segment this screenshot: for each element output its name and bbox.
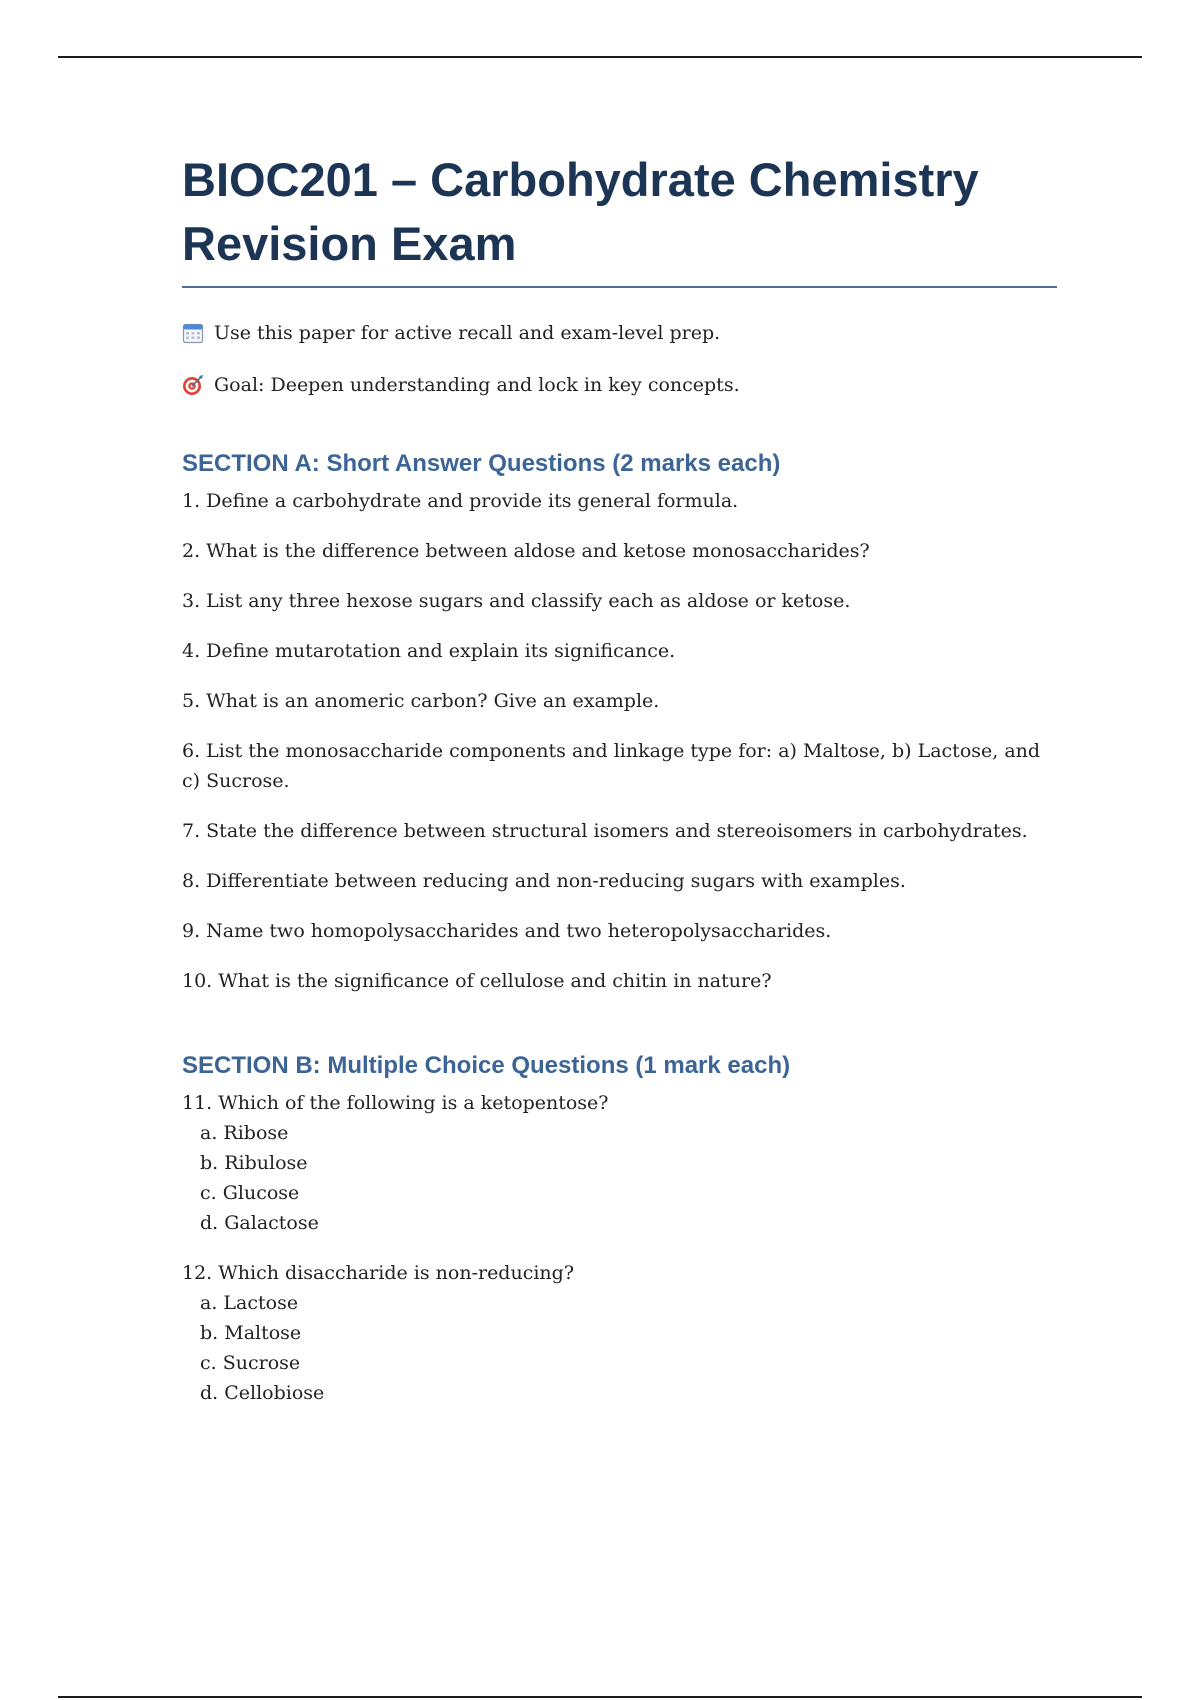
section-b-heading: SECTION B: Multiple Choice Questions (1 mark each) [182,1052,791,1079]
question-10: 10. What is the significance of cellulose and chitin in nature? [182,970,772,992]
mcq-option: b. Maltose [200,1322,302,1344]
target-icon [182,374,204,396]
note-recall [182,322,1057,344]
section-a-questions [182,486,1057,996]
question-1: 1. Define a carbohydrate and provide its general formula. [182,490,739,512]
note-goal [182,374,1057,396]
question-7: 7. State the difference between structural isomers and stereoisomers in carbohydrates. [182,820,1028,842]
document-body [182,148,1057,1408]
top-rule [58,56,1142,58]
note-recall-text: Use this paper for active recall and exam-level prep. [214,322,721,344]
question-4: 4. Define mutarotation and explain its significance. [182,640,676,662]
mcq-stem: 12. Which disaccharide is non-reducing? [182,1262,575,1284]
question-6: 6. List the monosaccharide components and linkage type for: a) Maltose, b) Lactose, and c) Sucrose. [182,740,1041,792]
mcq-option: c. Sucrose [200,1352,301,1374]
question-5: 5. What is an anomeric carbon? Give an example. [182,690,660,712]
question-3: 3. List any three hexose sugars and classify each as aldose or ketose. [182,590,851,612]
note-goal-text: Goal: Deepen understanding and lock in key concepts. [214,374,740,396]
mcq-option: c. Glucose [200,1182,300,1204]
question-9: 9. Name two homopolysaccharides and two heteropolysaccharides. [182,920,832,942]
question-8: 8. Differentiate between reducing and non-reducing sugars with examples. [182,870,906,892]
bottom-rule [58,1696,1142,1698]
mcq-option: d. Galactose [200,1212,319,1234]
section-a-heading: SECTION A: Short Answer Questions (2 marks each) [182,450,781,477]
mcq-question-12 [182,1258,1057,1408]
mcq-option: a. Ribose [200,1122,289,1144]
question-2: 2. What is the difference between aldose and ketose monosaccharides? [182,540,870,562]
title-underline [182,286,1057,288]
mcq-option: d. Cellobiose [200,1382,325,1404]
calendar-icon [182,322,204,344]
mcq-stem: 11. Which of the following is a ketopentose? [182,1092,609,1114]
mcq-option: b. Ribulose [200,1152,308,1174]
mcq-option: a. Lactose [200,1292,299,1314]
page-title: BIOC201 – Carbohydrate Chemistry Revision Exam [182,153,979,270]
mcq-question-11 [182,1088,1057,1238]
